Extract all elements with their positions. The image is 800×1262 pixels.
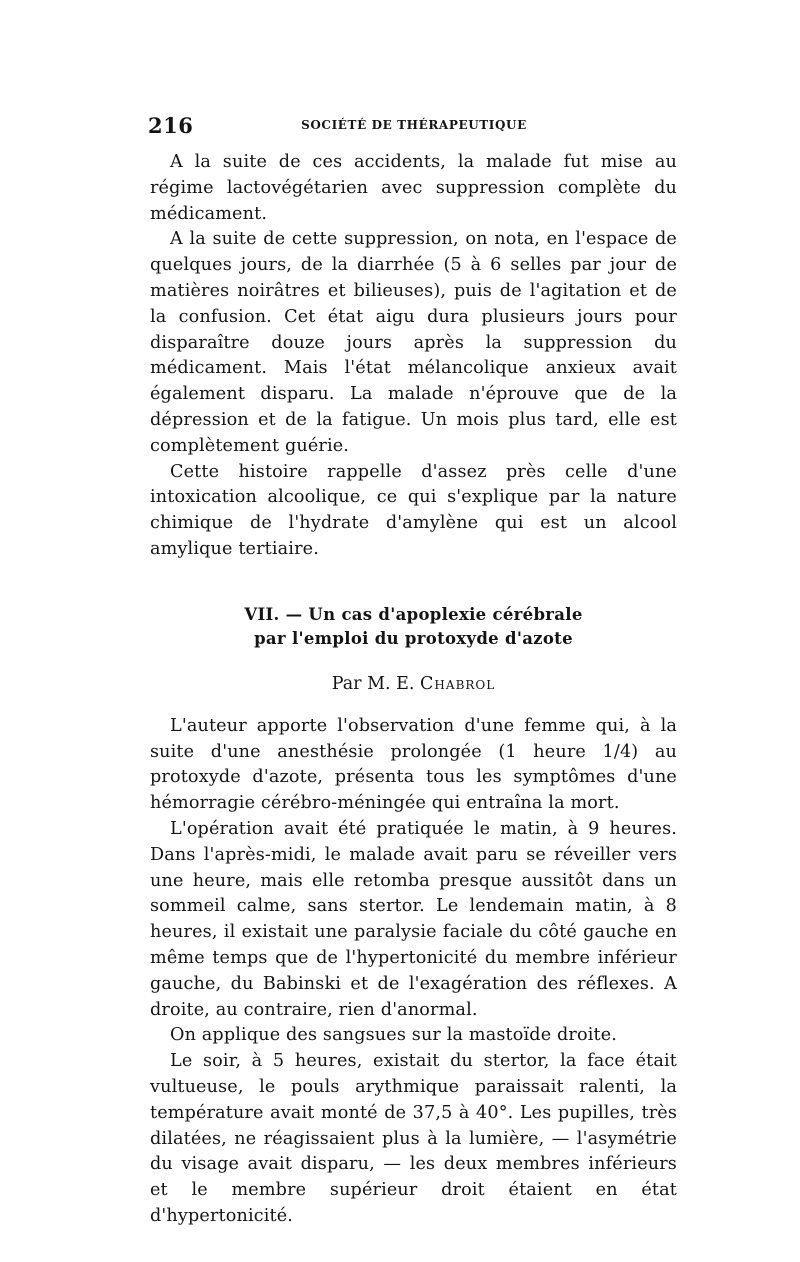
paragraph: A la suite de cette suppression, on nota, en l'espace de quelques jours, de la diarrhée (5 à 6 selles par jour de matières noirâtres et bilieuses), puis de l'agitation et de la confusion. Cet état aigu dura plusieurs jours pour disparaître douze jours après la suppression du médicament. Mais l'état mélancolique anxieux avait également disparu. La malade n'éprouve que de la dépression et de la fatigue. Un mois plus tard, elle est complètement guérie.	[150, 229, 677, 456]
running-head	[148, 113, 680, 141]
author-line	[150, 672, 677, 696]
section-heading-line: par l'emploi du protoxyde d'azote	[254, 628, 573, 648]
page-body	[150, 150, 677, 1230]
paragraph: Cette histoire rappelle d'assez près celle d'une intoxication alcoolique, ce qui s'explique par la nature chimique de l'hydrate d'amylène qui est un alcool amylique tertiaire.	[150, 461, 677, 559]
paragraph: On applique des sangsues sur la mastoïde droite.	[170, 1025, 618, 1046]
page-number: 216	[148, 113, 194, 138]
author-prefix: Par M. E.	[331, 673, 421, 694]
journal-title: SOCIÉTÉ DE THÉRAPEUTIQUE	[301, 118, 527, 132]
section-heading	[150, 603, 677, 651]
paragraph: L'auteur apporte l'observation d'une femme qui, à la suite d'une anesthésie prolongée (1 heure 1/4) au protoxyde d'azote, présenta tous les symptômes d'une hémorragie cérébro-méningée qui entraîna la mort.	[150, 715, 677, 814]
section-heading-line: VII. — Un cas d'apoplexie cérébrale	[244, 604, 583, 624]
paragraph: Le soir, à 5 heures, existait du stertor, la face était vultueuse, le pouls arythmique paraissait ralenti, la température avait monté de 37,5 à 40°. Les pupilles, très dilatées, ne réagissaient plus à la lumière, — l'asymétrie du visage avait disparu, — les deux membres inférieurs et le membre supérieur droit étaient en état d'hypertonicité.	[150, 1051, 677, 1226]
paragraph: A la suite de ces accidents, la malade fut mise au régime lactovégétarien avec suppression complète du médicament.	[150, 152, 677, 224]
paragraph: L'opération avait été pratiquée le matin, à 9 heures. Dans l'après-midi, le malade avait paru se réveiller vers une heure, mais elle retomba presque aussitôt dans un sommeil calme, sans stertor. Le lendemain matin, à 8 heures, il existait une paralysie faciale du côté gauche en même temps que de l'hypertonicité du membre inférieur gauche, du Babinski et de l'exagération des réflexes. A droite, au contraire, rien d'anormal.	[150, 818, 677, 1020]
author-name: Chabrol	[420, 673, 496, 694]
